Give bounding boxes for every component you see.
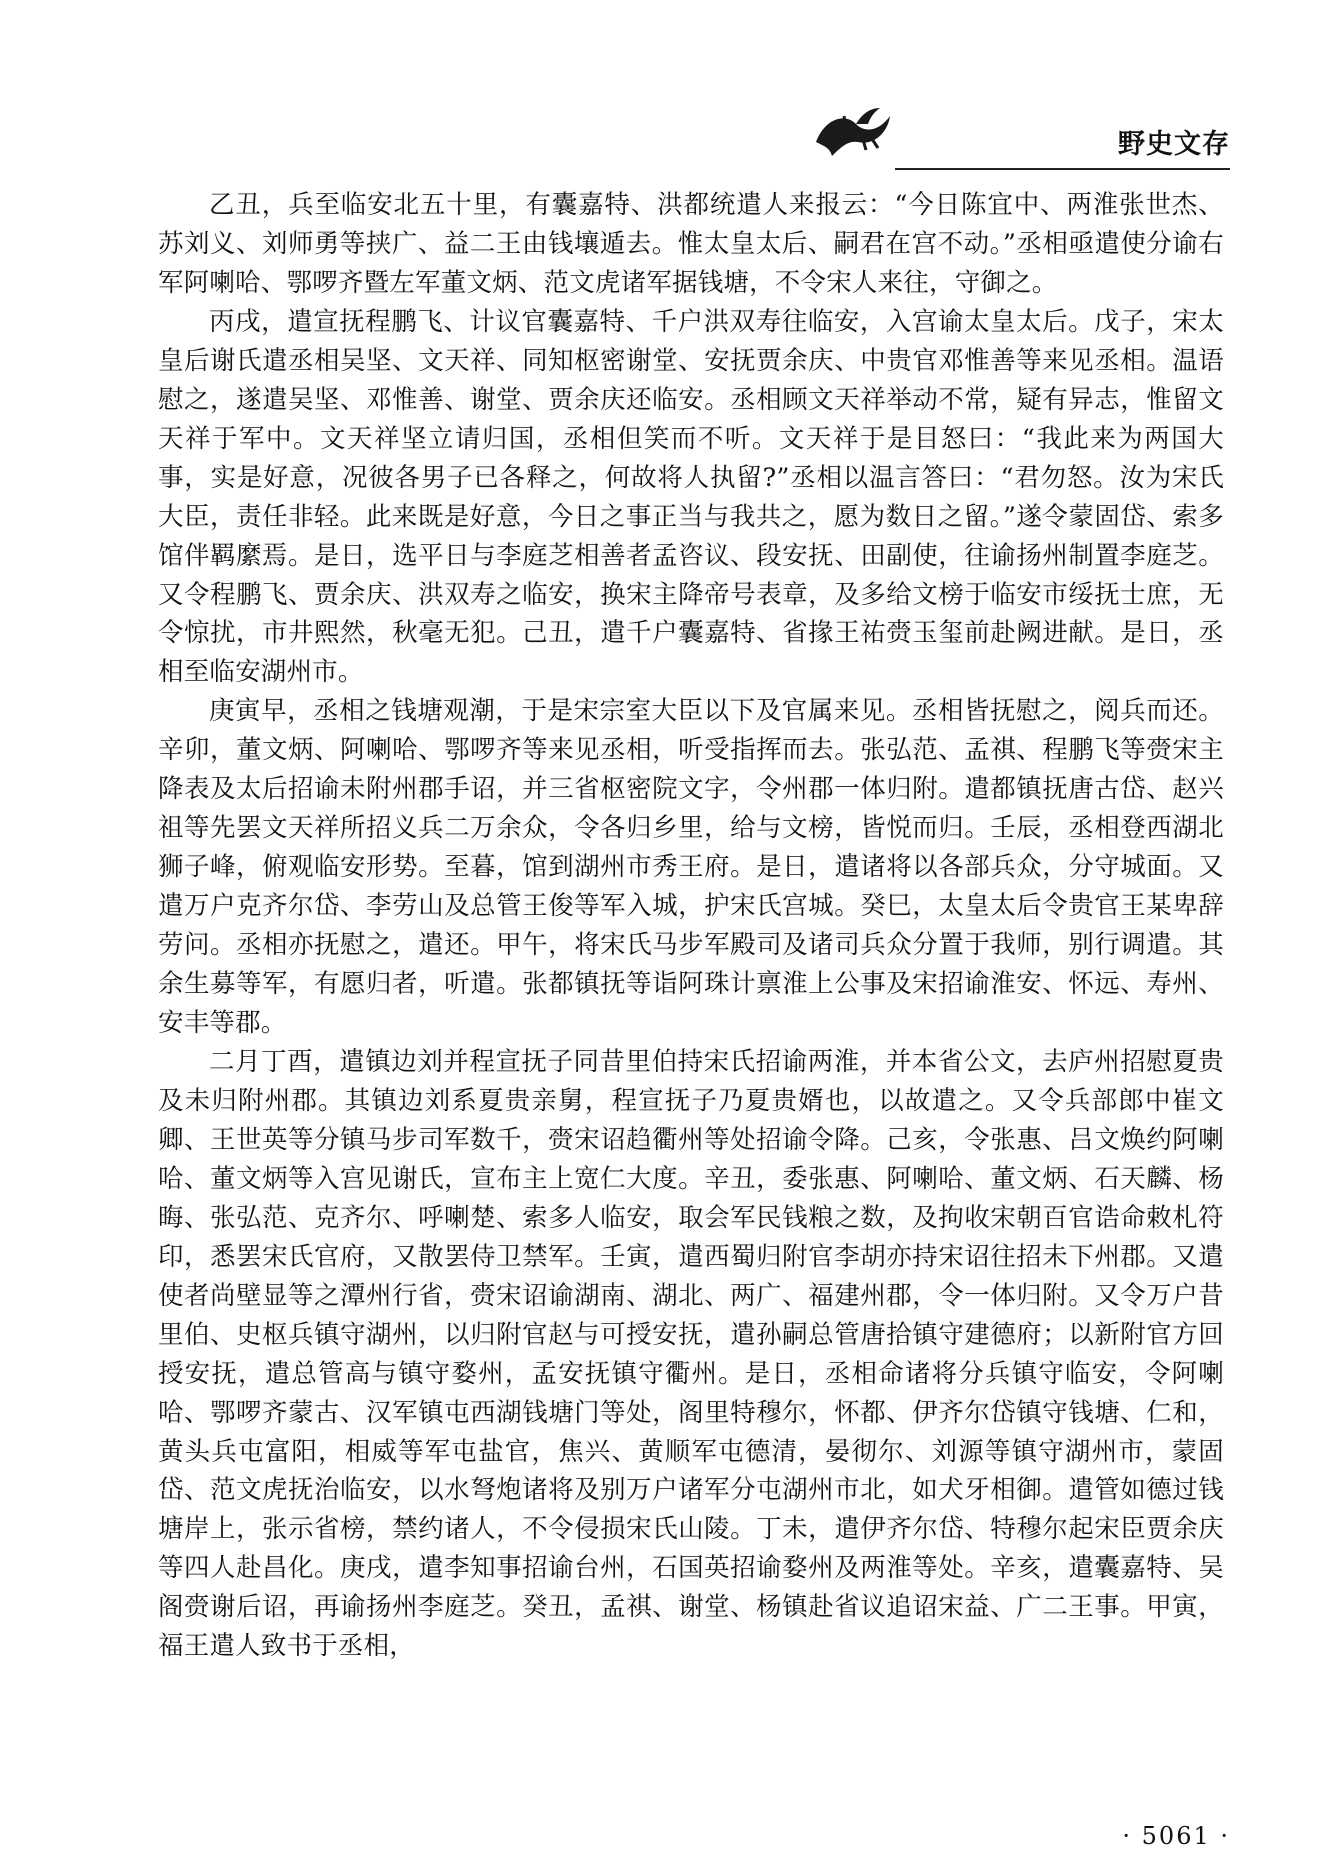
paragraph: 庚寅早，丞相之钱塘观潮，于是宋宗室大臣以下及官属来见。丞相皆抚慰之，阅兵而还。辛卯，董文炳、阿喇哈、鄂啰齐等来见丞相，听受指挥而去。张弘范、孟祺、程鹏飞等赍宋主降表及太后招谕未附州郡手诏，并三省枢密院文字，令州郡一体归附。遣都镇抚唐古岱、赵兴祖等先罢文天祥所招义兵二万余众，令各归乡里，给与文榜，皆悦而归。壬辰，丞相登西湖北狮子峰，俯观临安形势。至暮，馆到湖州市秀王府。是日，遣诸将以各部兵众，分守城面。又遣万户克齐尔岱、李劳山及总管王俊等军入城，护宋氏宫城。癸巳，太皇太后令贵官王某卑辞劳问。丞相亦抚慰之，遣还。甲午，将宋氏马步军殿司及诸司兵众分置于我师，别行调遣。其余生募等军，有愿归者，听遣。张都镇抚等诣阿珠计禀淮上公事及宋招谕淮安、怀远、寿州、安丰等郡。 (158, 696, 1224, 1039)
header-rule (895, 168, 1230, 170)
page-header (810, 92, 1230, 170)
paragraph: 乙丑，兵至临安北五十里，有囊嘉特、洪都统遣人来报云：“今日陈宜中、两淮张世杰、苏刘义、刘师勇等挟广、益二王由钱壤遁去。惟太皇太后、嗣君在宫不动。”丞相亟遣使分谕右军阿喇哈、鄂啰齐暨左军董文炳、范文虎诸军据钱塘，不令宋人来往，守御之。 (158, 190, 1224, 298)
body-text (158, 186, 1224, 1666)
paragraph: 二月丁酉，遣镇边刘并程宣抚子同昔里伯持宋氏招谕两淮，并本省公文，去庐州招慰夏贵及未归附州郡。其镇边刘系夏贵亲舅，程宣抚子乃夏贵婿也，以故遣之。又令兵部郎中崔文卿、王世英等分镇马步司军数千，赍宋诏趋衢州等处招谕令降。己亥，令张惠、吕文焕约阿喇哈、董文炳等入宫见谢氏，宣布主上宽仁大度。辛丑，委张惠、阿喇哈、董文炳、石天麟、杨晦、张弘范、克齐尔、呼喇楚、索多人临安，取会军民钱粮之数，及拘收宋朝百官诰命敕札符印，悉罢宋氏官府，又散罢侍卫禁军。壬寅，遣西蜀归附官李胡亦持宋诏往招未下州郡。又遣使者尚壁显等之潭州行省，赍宋诏谕湖南、湖北、两广、福建州郡，令一体归附。又令万户昔里伯、史枢兵镇守湖州，以归附官赵与可授安抚，遣孙嗣总管唐拾镇守建德府；以新附官方回授安抚，遣总管高与镇守婺州，孟安抚镇守衢州。是日，丞相命诸将分兵镇守临安，令阿喇哈、鄂啰齐蒙古、汉军镇屯西湖钱塘门等处，阁里特穆尔，怀都、伊齐尔岱镇守钱塘、仁和，黄头兵屯富阳，相威等军屯盐官，焦兴、黄顺军屯德清，晏彻尔、刘源等镇守湖州市，蒙固岱、范文虎抚治临安，以水弩炮诸将及别万户诸军分屯湖州市北，如犬牙相御。遣管如德过钱塘岸上，张示省榜，禁约诸人，不令侵损宋氏山陵。丁未，遣伊齐尔岱、特穆尔起宋臣贾余庆等四人赴昌化。庚戌，遣李知事招谕台州，石国英招谕婺州及两淮等处。辛亥，遣囊嘉特、吴阁赍谢后诏，再谕扬州李庭芝。癸丑，孟祺、谢堂、杨镇赴省议追诏宋益、广二王事。甲寅，福王遣人致书于丞相， (158, 1046, 1224, 1662)
series-title: 野史文存 (1118, 129, 1230, 160)
dragon-icon (810, 102, 900, 164)
paragraph: 丙戌，遣宣抚程鹏飞、计议官囊嘉特、千户洪双寿往临安，入宫谕太皇太后。戊子，宋太皇后谢氏遣丞相吴坚、文天祥、同知枢密谢堂、安抚贾余庆、中贵官邓惟善等来见丞相。温语慰之，遂遣吴坚、邓惟善、谢堂、贾余庆还临安。丞相顾文天祥举动不常，疑有异志，惟留文天祥于军中。文天祥坚立请归国，丞相但笑而不听。文天祥于是目怒曰：“我此来为两国大事，实是好意，况彼各男子已各释之，何故将人执留?”丞相以温言答曰：“君勿怒。汝为宋氏大臣，责任非轻。此来既是好意，今日之事正当与我共之，愿为数日之留。”遂令蒙固岱、索多馆伴羁縻焉。是日，选平日与李庭芝相善者孟咨议、段安抚、田副使，往谕扬州制置李庭芝。又令程鹏飞、贾余庆、洪双寿之临安，换宋主降帝号表章，及多给文榜于临安市绥抚士庶，无令惊扰，市井熙然，秋毫无犯。己丑，遣千户囊嘉特、省掾王祐赍玉玺前赴阙进献。是日，丞相至临安湖州市。 (158, 306, 1224, 688)
page-number: · 5061 · (1122, 1822, 1230, 1850)
